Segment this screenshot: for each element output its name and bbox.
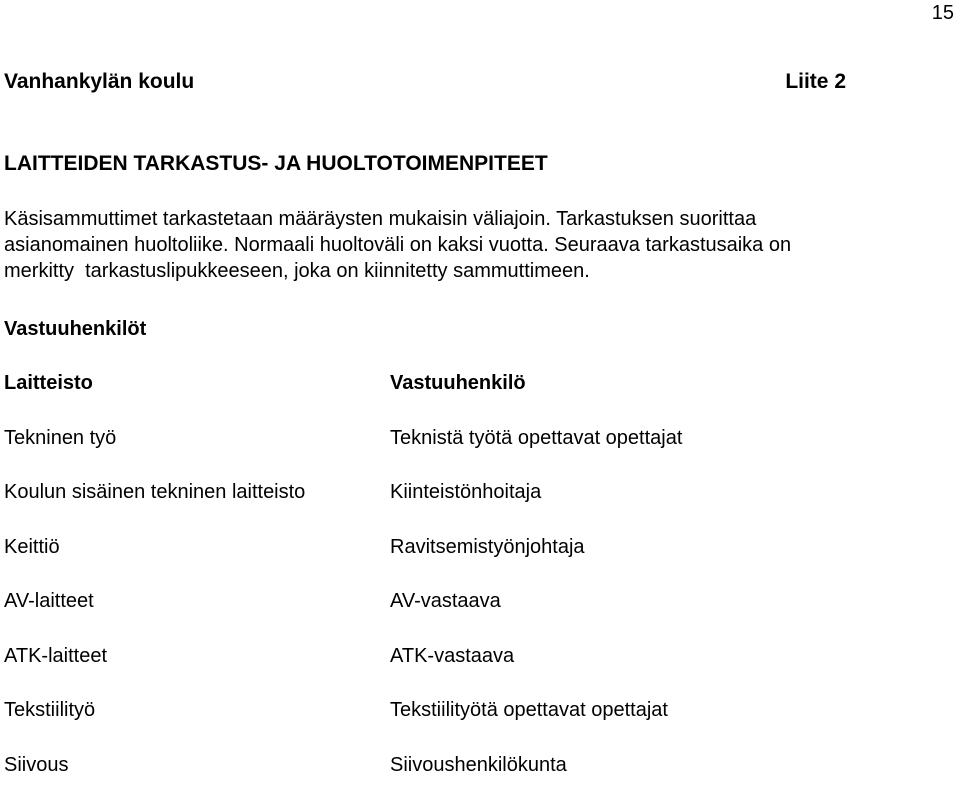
equipment-cell: ATK-laitteet — [4, 645, 390, 668]
responsible-cell: ATK-vastaava — [390, 645, 954, 668]
responsible-cell: Siivoushenkilökunta — [390, 754, 954, 777]
table-row — [4, 645, 954, 700]
table-header-row — [4, 372, 954, 427]
equipment-cell: Koulun sisäinen tekninen laitteisto — [4, 481, 390, 504]
section-title: LAITTEIDEN TARKASTUS- JA HUOLTOTOIMENPITEET — [4, 152, 548, 176]
table-row — [4, 427, 954, 482]
responsible-cell: Teknistä työtä opettavat opettajat — [390, 427, 954, 450]
responsible-cell: Tekstiilityötä opettavat opettajat — [390, 699, 954, 722]
equipment-cell: Siivous — [4, 754, 390, 777]
attachment-label: Liite 2 — [785, 70, 846, 94]
equipment-cell: Tekninen työ — [4, 427, 390, 450]
responsible-cell: Kiinteistönhoitaja — [390, 481, 954, 504]
table-row — [4, 481, 954, 536]
column-header-equipment: Laitteisto — [4, 372, 390, 395]
table-row — [4, 590, 954, 645]
equipment-cell: Tekstiilityö — [4, 699, 390, 722]
column-header-responsible: Vastuuhenkilö — [390, 372, 954, 395]
document-header — [4, 70, 846, 94]
table-row — [4, 699, 954, 754]
paragraph-line: merkitty tarkastuslipukkeeseen, joka on kiinnitetty sammuttimeen. — [4, 258, 954, 284]
equipment-cell: Keittiö — [4, 536, 390, 559]
responsible-persons-heading: Vastuuhenkilöt — [4, 318, 146, 341]
responsible-cell: Ravitsemistyönjohtaja — [390, 536, 954, 559]
table-row — [4, 536, 954, 591]
school-name: Vanhankylän koulu — [4, 70, 194, 94]
table-row — [4, 754, 954, 808]
paragraph-line: Käsisammuttimet tarkastetaan määräysten mukaisin väliajoin. Tarkastuksen suorittaa — [4, 206, 954, 232]
responsibility-table — [4, 372, 954, 808]
responsible-cell: AV-vastaava — [390, 590, 954, 613]
equipment-cell: AV-laitteet — [4, 590, 390, 613]
page-number: 15 — [932, 2, 954, 25]
paragraph-line: asianomainen huoltoliike. Normaali huoltoväli on kaksi vuotta. Seuraava tarkastusaika on — [4, 232, 954, 258]
body-paragraph — [4, 206, 954, 284]
